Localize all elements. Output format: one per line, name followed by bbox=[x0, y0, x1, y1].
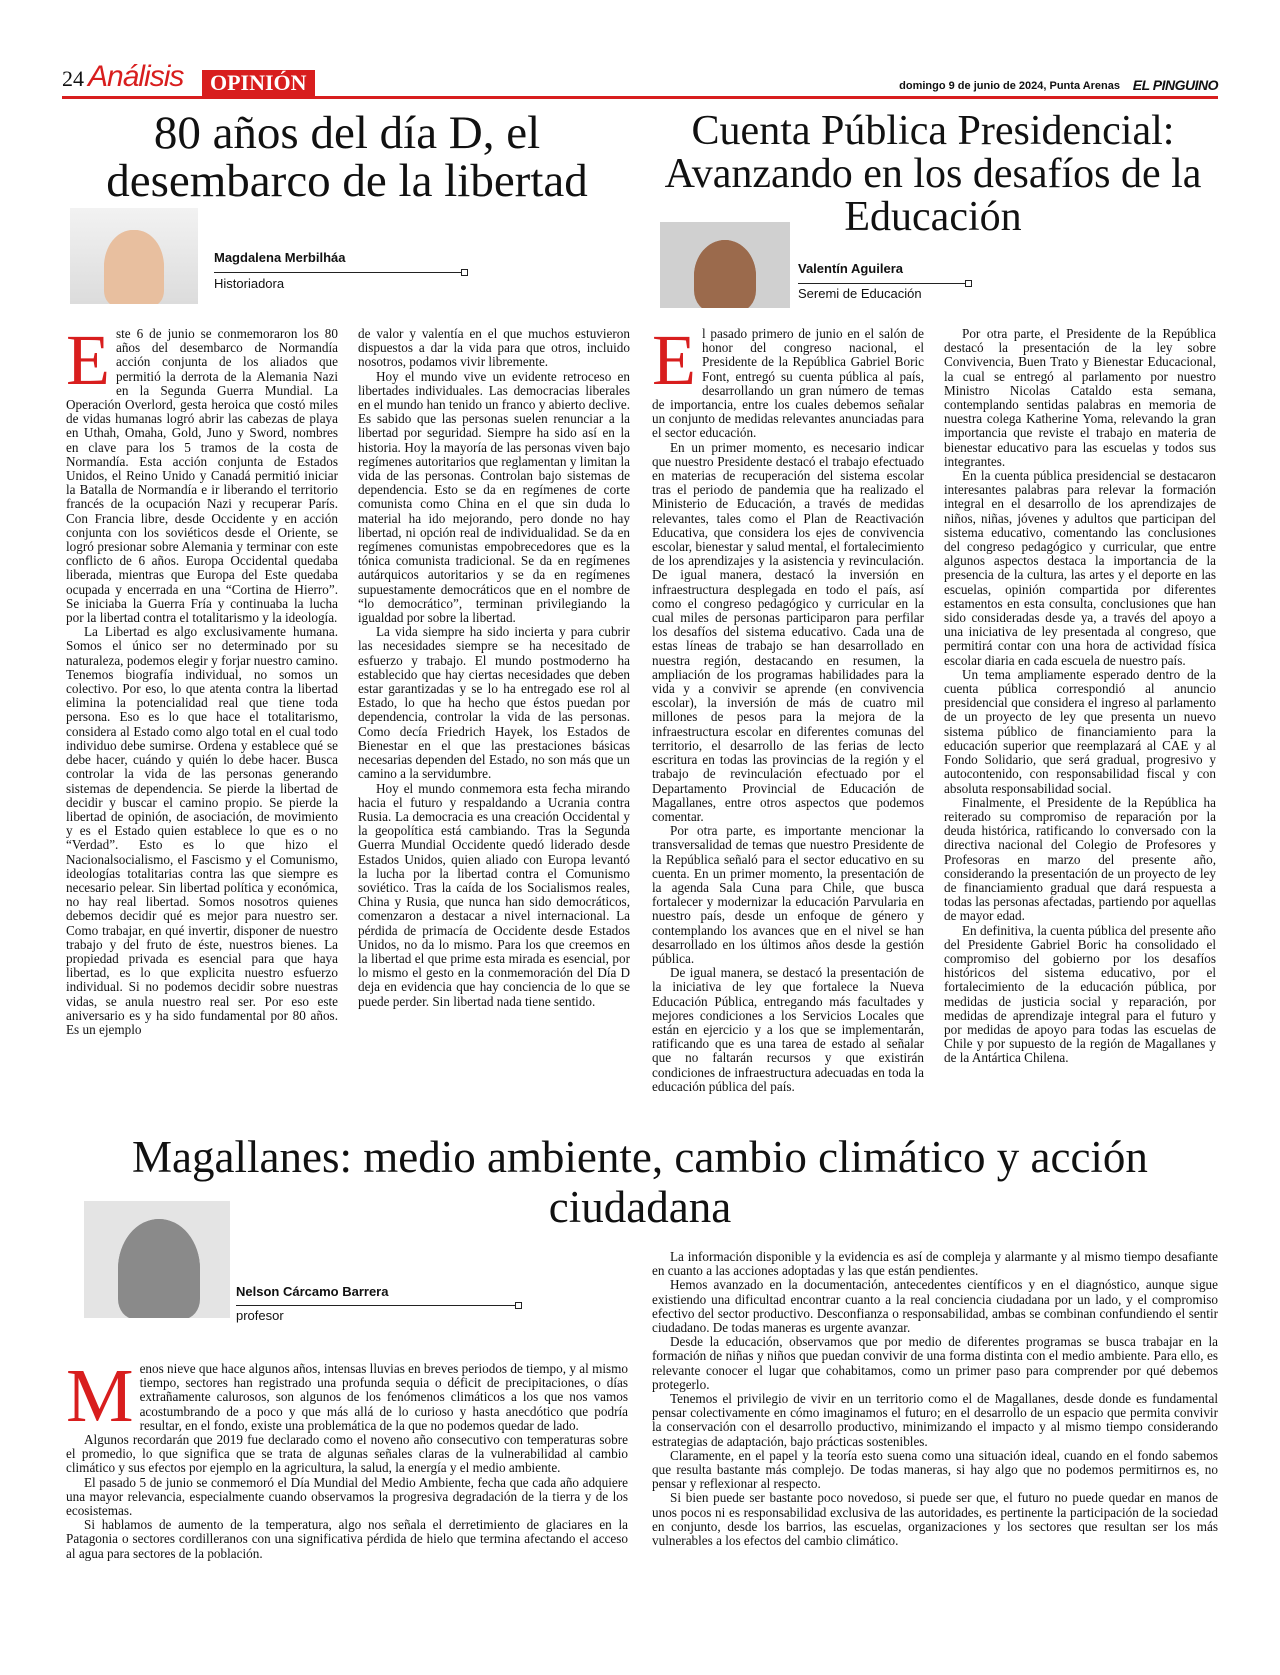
portrait-hair bbox=[694, 240, 756, 308]
paragraph: Desde la educación, observamos que por medio de diferentes programas se busca trabajar en la formación de niñas y niños que puedan convivir de una forma distinta con el medio ambiente. Para ello, es relevante conocer el lugar que cohabitamos, como un primer paso para comprender por qué debemos protegerlo. bbox=[652, 1334, 1218, 1392]
author-photo-2 bbox=[660, 222, 790, 308]
byline-rule bbox=[214, 272, 464, 273]
paragraph: La información disponible y la evidencia es así de compleja y alarmante y al mismo tiempo desafiante en cuanto a las acciones adoptadas y las que están pendientes. bbox=[652, 1249, 1218, 1279]
drop-cap: E bbox=[66, 320, 110, 400]
paragraph: Hoy el mundo vive un evidente retroceso en libertades individuales. Las democracias liberales en el mundo han tenido un franco y abierto declive. Es sabido que las personas suelen renunciar a la libertad por seguridad. Siempre ha sido así en la historia. Hoy la mayoría de las personas viven bajo regímenes autoritarios que reglamentan y limitan la vida de las personas. Controlan bajo sistemas de dependencia. Esto se da en regímenes de corte comunista como China en el que sin duda lo material ha ido mejorando, pero donde no hay libertad, ni opción real de individualidad. Se da en regímenes comunistas empobrecedores que es la tónica comunista tradicional. Se da en regímenes autárquicos autoritarios y se da en regímenes supuestamente democráticos que en el nombre de “lo democrático”, terminan privilegiando la igualdad por sobre la libertad. bbox=[358, 368, 630, 626]
author-photo-1 bbox=[70, 208, 198, 304]
paragraph: Menos nieve que hace algunos años, intensas lluvias en breves periodos de tiempo, y al mismo tiempo, sectores han registrado una profunda sequia o déficit de precipitaciones, o días extrañamente calurosos, son algunos de los fenómenos climáticos a los que nos vamos acostumbrando de a poco y que más allá de lo curioso y hasta anecdótico que podría resultar, en el fondo, existe una problemática de la que no podemos quedar de lado. bbox=[66, 1354, 628, 1438]
article-3-column-2 bbox=[652, 1250, 1218, 1548]
article-3-column-1 bbox=[66, 1354, 628, 1561]
article-3-role: profesor bbox=[236, 1308, 284, 1323]
article-1-author: Magdalena Merbilháa bbox=[214, 250, 346, 265]
article-1-headline: 80 años del día D, el desembarco de la libertad bbox=[106, 107, 588, 207]
paragraph: Tenemos el privilegio de vivir en un territorio como el de Magallanes, desde donde es fundamental pensar colectivamente en cómo imaginamos el futuro; en el desarrollo de un espacio que permita convivir la conservación con el desarrollo productivo, minimizando el impacto y al mismo tiempo considerando estrategias de adaptación, bajo prácticas sostenibles. bbox=[652, 1391, 1218, 1449]
article-2-headline: Cuenta Pública Presidencial: Avanzando en los desafíos de la Educación bbox=[664, 108, 1202, 240]
byline-rule bbox=[798, 283, 968, 284]
paragraph: Finalmente, el Presidente de la República ha reiterado su compromiso de reparación por la deuda histórica, ratificando lo conversado con la directiva nacional del Colegio de Profesores y Profesoras en marzo del presente año, considerando la presentación de un proyecto de ley de financiamiento gradual que dará respuesta a todas las personas afectadas, partiendo por aquellas de mayor edad. bbox=[944, 794, 1216, 924]
portrait-hair bbox=[118, 1219, 200, 1318]
paragraph: de valor y valentía en el que muchos estuvieron dispuestos a dar la vida para que otros, incluido nosotros, podamos vivir libremente. bbox=[358, 326, 630, 370]
page-number: 24 bbox=[62, 66, 84, 91]
article-1-role: Historiadora bbox=[214, 276, 285, 291]
paragraph: Este 6 de junio se conmemoraron los 80 años del desembarco de Normandía acción conjunta de los aliados que permitió la derrota de la Alemania Nazi en la Segunda Guerra Mundial. La Operación Overlord, gesta heroica que costó miles de vidas humanas logró abrir las cabezas de playa en Uthah, Omaha, Gold, Juno y Sword, nombres en clave para los 5 tramos de la costa de Normandía. Esta acción conjunta de Estados Unidos, el Reino Unido y Canadá permitió iniciar la Batalla de Normandía e ir liberando el territorio francés de la ocupación Nazi y recuperar París. Con Francia libre, desde Occidente y en acción conjunta con los soviéticos desde el Oriente, se logró presionar sobre Alemania y terminar con este conflicto de 6 años. Europa Occidental quedaba liberada, mientras que Europa del Este quedaba ocupada y encerrada en una “Cortina de Hierro”. Se iniciaba la Guerra Fría y continuaba la lucha por la libertad contra el totalitarismo y la ideología. bbox=[66, 320, 338, 626]
article-3-author: Nelson Cárcamo Barrera bbox=[236, 1284, 389, 1299]
drop-cap: E bbox=[652, 320, 696, 400]
article-1-column-2 bbox=[358, 327, 630, 1009]
article-2-column-1 bbox=[652, 320, 924, 1094]
paragraph: Si bien puede ser bastante poco novedoso, si puede ser que, el futuro no puede quedar en manos de unos pocos ni es responsabilidad exclusiva de las autoridades, es pertinente la participación de la sociedad en conjunto, desde los barrios, las escuelas, organizaciones y los sectores que resultan ser los más vulnerables a los efectos del cambio climático. bbox=[652, 1490, 1218, 1549]
paragraph: Un tema ampliamente esperado dentro de la cuenta pública correspondió al anuncio presidencial que considera el ingreso al parlamento de un proyecto de ley que presenta un nuevo sistema público de financiamiento para la educación superior que reemplazará al CAE y al Fondo Solidario, que será gradual, progresivo y autocontenido, con responsabilidad fiscal y con absoluta responsabilidad social. bbox=[944, 666, 1216, 796]
paragraph: Por otra parte, el Presidente de la República destacó la presentación de la ley sobre Convivencia, Buen Trato y Bienestar Educacional, la cual se entregó al parlamento por nuestro Ministro Nicolas Cataldo esta semana, contemplando sentidas palabras en memoria de nuestra colega Katherine Yoma, relevando la gran importancia que reviste el trabajo en materia de bienestar educativo para las escuelas y todos sus integrantes. bbox=[944, 326, 1216, 469]
paragraph: El pasado primero de junio en el salón de honor del congreso nacional, el Presidente de la República Gabriel Boric Font, entregó su cuenta pública al país, desarrollando un gran número de temas de importancia, entre los cuales debemos señalar un conjunto de medidas relevantes anunciadas para el sector educación. bbox=[652, 320, 924, 441]
newspaper-name: EL PINGUINO bbox=[1132, 77, 1218, 93]
paragraph: Algunos recordarán que 2019 fue declarado como el noveno año consecutivo con temperaturas sobre el promedio, lo que significa que se trata de algunas señales claras de la vulnerabilidad al cambio climático y sus efectos por ejemplo en la agricultura, la salud, la energía y el medio ambiente. bbox=[66, 1432, 628, 1476]
paragraph: Hemos avanzado en la documentación, antecedentes científicos y en el diagnóstico, aunque sigue existiendo una dificultad encontrar cuanto a la real conciencia ciudadana por un lado, y el compromiso efectivo del sector productivo. Desconfianza o responsabilidad, ambas se combinan confundiendo el sentir ciudadano. De todas maneras es urgente avanzar. bbox=[652, 1277, 1218, 1336]
article-2-author: Valentín Aguilera bbox=[798, 261, 903, 276]
section-label-analisis: Análisis bbox=[88, 60, 184, 93]
paragraph: En la cuenta pública presidencial se destacaron interesantes palabras para relevar la formación integral en el desarrollo de los aprendizajes de niños, niñas, jóvenes y adultos que participan del sistema educativo, comentando las conclusiones del congreso pedagógico y curricular, que entre algunos aspectos destaca la importancia de la presencia de la cultura, las artes y el deporte en las escuelas, opinión compartida por diferentes estamentos en esta consulta, conclusiones que han sido consideradas desde ya, a través del apoyo a una iniciativa de ley presentada al congreso, que permitirá contar con una hora de actividad física escolar diaria en cada escuela de nuestro país. bbox=[944, 468, 1216, 668]
article-2-role: Seremi de Educación bbox=[798, 286, 922, 301]
paragraph: De igual manera, se destacó la presentación de la iniciativa de ley que fortalece la Nueva Educación Pública, entregando más facultades y mejores condiciones a los Servicios Locales que están en ejercicio y a los que se implementarán, ratificando que es una tarea de estado al señalar que no faltarán recursos y que existirán condiciones de infraestructura adecuadas en toda la educación pública del país. bbox=[652, 965, 924, 1094]
article-3-headline: Magallanes: medio ambiente, cambio climático y acción ciudadana bbox=[132, 1132, 1148, 1232]
paragraph: Si hablamos de aumento de la temperatura, algo nos señala el derretimiento de glaciares en la Patagonia o sectores cordilleranos con una significativa pérdida de hielo que termina afectando el acceso al agua para sectores de la población. bbox=[66, 1517, 628, 1561]
author-photo-3 bbox=[84, 1201, 230, 1318]
section-label-opinion: OPINIÓN bbox=[202, 70, 315, 96]
paragraph: En definitiva, la cuenta pública del presente año del Presidente Gabriel Boric ha consolidado el compromiso del gobierno por los desafíos históricos del sistema educativo, por el fortalecimiento de la educación pública, por medidas de justicia social y reparación, por medidas de aprendizaje integral para el futuro y por medidas de apoyo para todas las escuelas de Chile y por supuesto de la región de Magallanes y de la Antártica Chilena. bbox=[944, 922, 1216, 1066]
article-1-column-1 bbox=[66, 320, 338, 1037]
paragraph: El pasado 5 de junio se conmemoró el Día Mundial del Medio Ambiente, fecha que cada año adquiere una mayor relevancia, especialmente cuando observamos la progresiva degradación de la tierra y de los ecosistemas. bbox=[66, 1474, 628, 1519]
byline-rule bbox=[236, 1305, 518, 1306]
portrait-face bbox=[104, 230, 164, 304]
paragraph: Por otra parte, es importante mencionar la transversalidad de temas que nuestro Presidente de la República señaló para el sector educativo en su cuenta. En un primer momento, la presentación de la agenda Sala Cuna para Chile, que busca fortalecer y modernizar la educación Parvularia en nuestro país, desde un enfoque de género y contemplando los avances que en el nivel se han desarrollado en los últimos años desde la gestión pública. bbox=[652, 823, 924, 966]
paragraph: Claramente, en el papel y la teoría esto suena como una situación ideal, cuando en el fondo sabemos que resulta bastante más complejo. De todas maneras, si hay algo que no podemos permitirnos es, no pensar y reflexionar al respecto. bbox=[652, 1447, 1218, 1492]
article-2-column-2 bbox=[944, 327, 1216, 1066]
header-divider bbox=[62, 96, 1218, 99]
paragraph: La Libertad es algo exclusivamente humana. Somos el único ser no determinado por su naturaleza, podemos elegir y forjar nuestro camino. Tenemos biografía individual, no somos un colectivo. Por eso, lo que atenta contra la libertad elimina la potencialidad real que tiene toda persona. Eso es lo que hace el totalitarismo, considera al Estado como algo total en el cual todo individuo debe sumirse. Ordena y establece qué se debe hacer, cuándo y quién lo debe hacer. Busca controlar la vida de las personas generando sistemas de dependencia. Se pierde la libertad de decidir y buscar el camino propio. Se pierde la libertad de opinión, de asociación, de movimiento y es el Estado quien establece lo que es o no “Verdad”. Esto es lo que hizo el Nacionalsocialismo, el Fascismo y el Comunismo, ideologías totalitarias contra las que siempre es necesario pelear. Sin libertad política y económica, no hay real libertad. Somos nosotros quienes debemos decidir qué es mejor para nuestro ser. Como trabajar, en qué invertir, disponer de nuestro trabajo y del fruto de éste, nuestros bienes. La propiedad privada es esencial para que haya libertad, es lo que explicita nuestro esfuerzo individual. Si no podemos decidir sobre nuestras vidas, se anula nuestro real ser. Por eso este aniversario es y ha sido fundamental por 80 años. Es un ejemplo bbox=[66, 624, 338, 1037]
paragraph: En un primer momento, es necesario indicar que nuestro Presidente destacó el trabajo efectuado en materias de recuperación del sistema escolar tras el periodo de pandemia que ha realizado el Ministerio de Educación, a través de medidas relevantes, tales como el Plan de Reactivación Educativa, que considera los ejes de convivencia escolar, bienestar y salud mental, el fortalecimiento de los aprendizajes y la asistencia y revinculación. De igual manera, destacó la inversión en infraestructura desplegada en todo el país, así como el congreso pedagógico y curricular en la cual miles de personas participaron para perfilar los desafíos del sistema educativo. Cada una de estas líneas de trabajo se han desarrollado en nuestra región, destacando en resumen, la ampliación de los programas habilidades para la vida y a convivir se aprende (en convivencia escolar), la inversión de más de cuatro mil millones de pesos para la mejora de la infraestructura escolar en diferentes comunas del territorio, el desarrollo de las ferias de lecto escritura en todas las provincias de la región y el trabajo de revinculación efectuado por el Departamento Provincial de Educación de Magallanes, entre otros aspectos que podemos comentar. bbox=[652, 439, 924, 824]
paragraph: La vida siempre ha sido incierta y para cubrir las necesidades siempre se ha necesitado de esfuerzo y trabajo. El mundo postmoderno ha establecido que hay ciertas necesidades que deben estar garantizadas y se lo ha entregado ese rol al Estado, lo que ha hecho que éstos puedan por dependencia, controlar la vida de las personas. Como decía Friedrich Hayek, los Estados de Bienestar en el que las prestaciones básicas necesarias dependen del Estado, no son más que un camino a la servidumbre. bbox=[358, 624, 630, 782]
issue-date: domingo 9 de junio de 2024, Punta Arenas bbox=[899, 80, 1120, 92]
paragraph: Hoy el mundo conmemora esta fecha mirando hacia el futuro y respaldando a Ucrania contra Rusia. La democracia es una creación Occidental y la geopolítica está cambiando. Tras la Segunda Guerra Mundial Occidente quedó liderado desde Estados Unidos, quien aliado con Europa levantó la lucha por la libertad contra el Comunismo soviético. Tras la caída de los Socialismos reales, China y Rusia, que nunca han sido democráticos, comenzaron a destacar a nivel internacional. La pérdida de primacía de Occidente desde Estados Unidos, no da lo mismo. Para los que creemos en la libertad el que prime esta mirada es esencial, por lo mismo el gesto en la conmemoración del Día D deja en evidencia que hay conciencia de lo que se puede perder. Sin libertad nada tiene sentido. bbox=[358, 780, 630, 1009]
drop-cap: M bbox=[66, 1354, 134, 1438]
